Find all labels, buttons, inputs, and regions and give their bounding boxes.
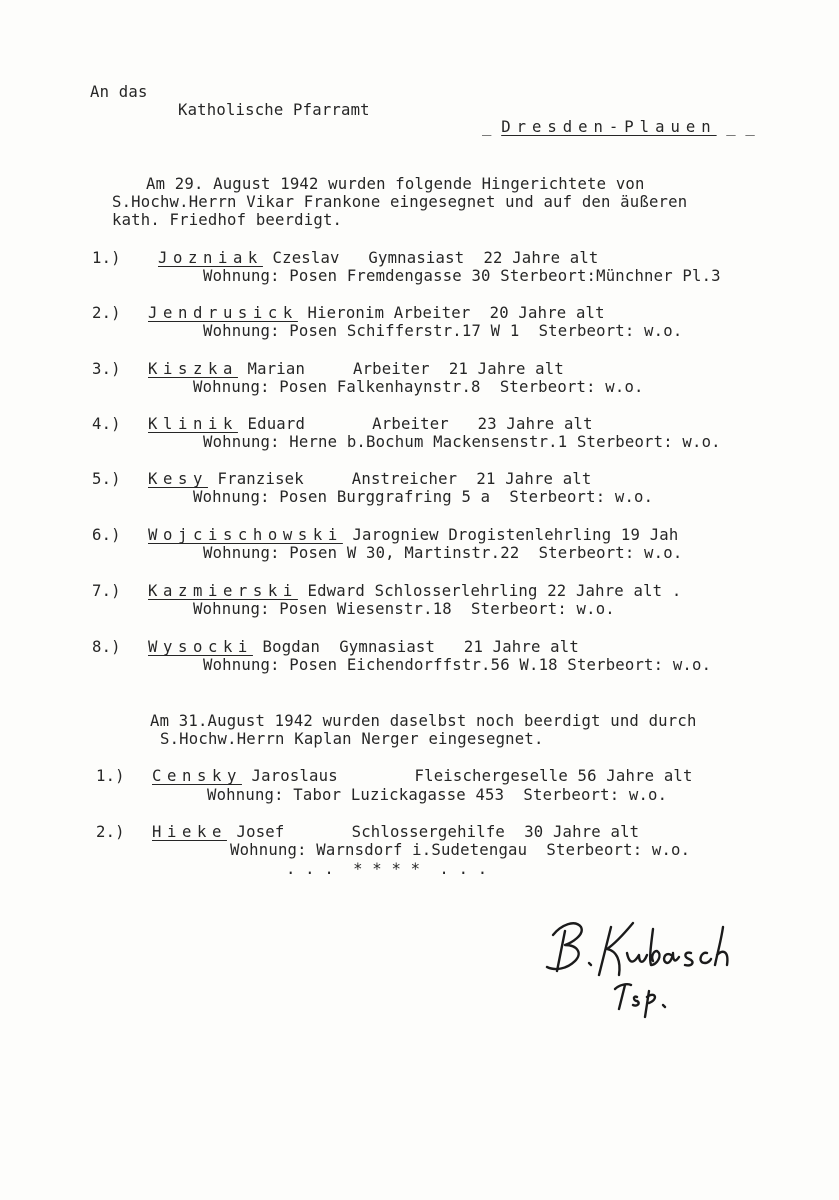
entry-line <box>148 415 593 433</box>
entry-address: Wohnung: Herne b.Bochum Mackensenstr.1 Sterbeort: w.o. <box>203 433 721 451</box>
entry-address: Wohnung: Tabor Luzickagasse 453 Sterbeort: w.o. <box>207 786 668 804</box>
entry-details: Franzisek Anstreicher 21 Jahre alt <box>217 470 592 488</box>
city-suffix: _ _ <box>726 118 755 136</box>
entry-surname: Jozniak <box>158 249 263 267</box>
intro2-line-1: Am 31.August 1942 wurden daselbst noch beerdigt und durch <box>150 712 697 730</box>
entry-address: Wohnung: Posen Fremdengasse 30 Sterbeort:Münchner Pl.3 <box>203 267 721 285</box>
entry-address: Wohnung: Posen Schifferstr.17 W 1 Sterbeort: w.o. <box>203 322 683 340</box>
entry-details: Josef Schlossergehilfe 30 Jahre alt <box>236 823 640 841</box>
entry-line <box>148 638 579 656</box>
entry-address: Wohnung: Warnsdorf i.Sudetengau Sterbeort: w.o. <box>230 841 691 859</box>
entry-details: Bogdan Gymnasiast 21 Jahre alt <box>262 638 579 656</box>
entry-surname: Kazmierski <box>148 582 298 600</box>
signature <box>535 905 735 1025</box>
entry-details: Edward Schlosserlehrling 22 Jahre alt . <box>307 582 682 600</box>
entry-line <box>152 767 693 785</box>
entry-address: Wohnung: Posen Burggrafring 5 a Sterbeort: w.o. <box>193 488 654 506</box>
entry-details: Marian Arbeiter 21 Jahre alt <box>247 360 564 378</box>
city-prefix: _ <box>482 118 492 136</box>
entry-number: 2.) <box>96 823 125 841</box>
entry-line <box>152 823 639 841</box>
entry-number: 6.) <box>92 526 121 544</box>
entry-surname: Wojcischowski <box>148 526 343 544</box>
entry-line <box>148 304 605 322</box>
entry-details: Jaroslaus Fleischergeselle 56 Jahre alt <box>251 767 693 785</box>
entry-details: Eduard Arbeiter 23 Jahre alt <box>247 415 593 433</box>
entry-number: 1.) <box>96 767 125 785</box>
entry-surname: Hieke <box>152 823 227 841</box>
entry-address: Wohnung: Posen Wiesenstr.18 Sterbeort: w.o. <box>193 600 615 618</box>
entry-address: Wohnung: Posen Eichendorffstr.56 W.18 Sterbeort: w.o. <box>203 656 712 674</box>
entry-number: 4.) <box>92 415 121 433</box>
entry-surname: Censky <box>152 767 242 785</box>
entry-line <box>158 249 599 267</box>
entry-details: Jarogniew Drogistenlehrling 19 Jah <box>352 526 679 544</box>
entry-line <box>148 582 681 600</box>
intro-line-1: Am 29. August 1942 wurden folgende Hingerichtete von <box>146 175 645 193</box>
entry-line <box>148 470 592 488</box>
entry-surname: Wysocki <box>148 638 253 656</box>
city-line <box>482 118 755 136</box>
separator: . . . * * * * . . . <box>286 860 488 878</box>
entry-details: Czeslav Gymnasiast 22 Jahre alt <box>272 249 599 267</box>
entry-number: 5.) <box>92 470 121 488</box>
entry-surname: Klinik <box>148 415 238 433</box>
entry-line <box>148 360 564 378</box>
entry-number: 2.) <box>92 304 121 322</box>
entry-number: 7.) <box>92 582 121 600</box>
address-line-2: Katholische Pfarramt <box>178 101 370 119</box>
entry-surname: Kiszka <box>148 360 238 378</box>
intro-line-2: S.Hochw.Herrn Vikar Frankone eingesegnet und auf den äußeren <box>112 193 688 211</box>
entry-details: Hieronim Arbeiter 20 Jahre alt <box>307 304 605 322</box>
entry-surname: Kesy <box>148 470 208 488</box>
address-line-1: An das <box>90 83 148 101</box>
entry-surname: Jendrusick <box>148 304 298 322</box>
intro2-line-2: S.Hochw.Herrn Kaplan Nerger eingesegnet. <box>160 730 544 748</box>
entry-address: Wohnung: Posen Falkenhaynstr.8 Sterbeort: w.o. <box>193 378 644 396</box>
intro-line-3: kath. Friedhof beerdigt. <box>112 211 343 229</box>
entry-address: Wohnung: Posen W 30, Martinstr.22 Sterbeort: w.o. <box>203 544 683 562</box>
city-name: Dresden-Plauen <box>501 118 717 136</box>
entry-number: 1.) <box>92 249 121 267</box>
entry-number: 3.) <box>92 360 121 378</box>
entry-number: 8.) <box>92 638 121 656</box>
entry-line <box>148 526 678 544</box>
